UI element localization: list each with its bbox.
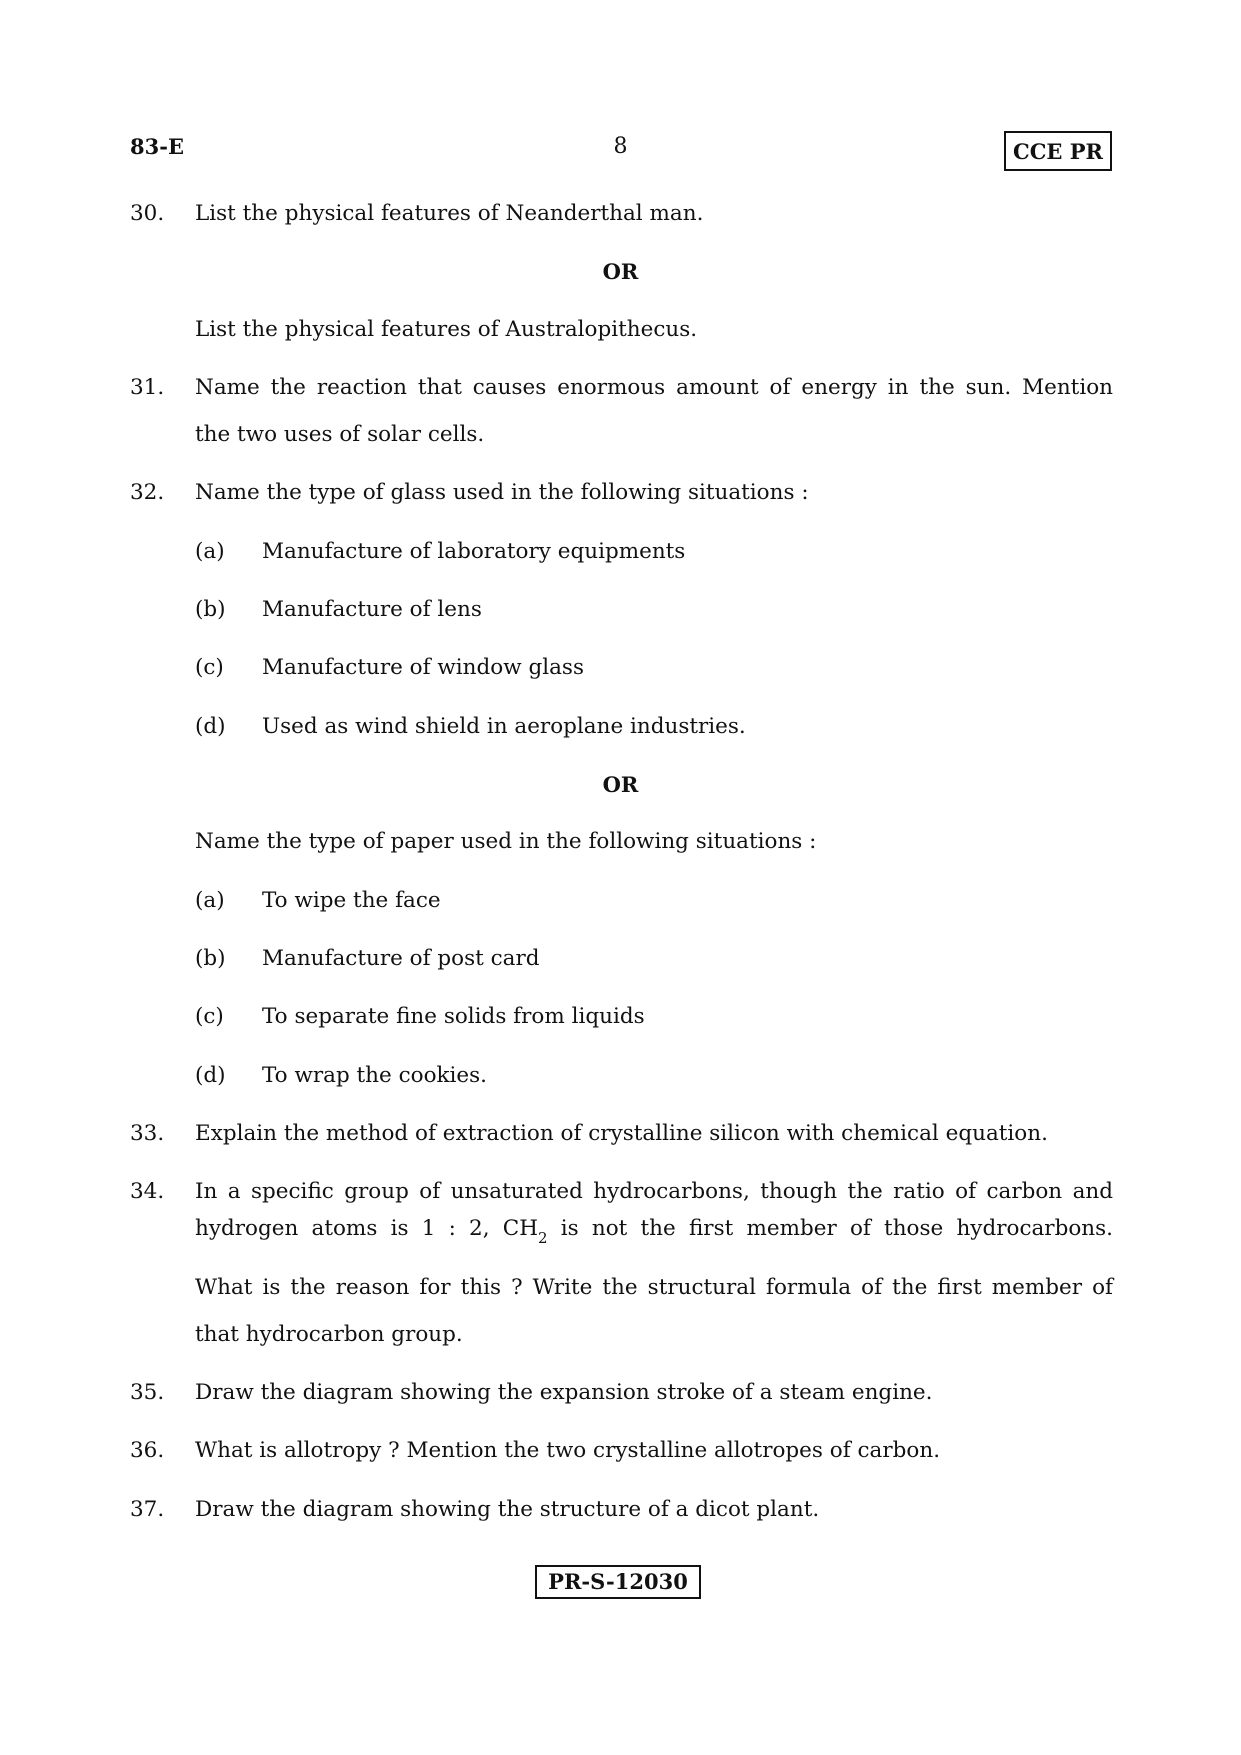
q32-alt-item-text: Manufacture of post card <box>262 946 540 971</box>
q32-item-text: Manufacture of window glass <box>262 655 584 680</box>
q32-or: OR <box>602 772 639 797</box>
q31-number: 31. <box>130 375 165 400</box>
q32-alt-item-label: (b) <box>195 946 226 971</box>
series-box: CCE PR <box>1004 131 1112 171</box>
q32-alt-item-label: (c) <box>195 1004 224 1029</box>
q34-line2 <box>195 1205 1113 1262</box>
q34-line1: In a specific group of unsaturated hydrocarbons, though the ratio of carbon and <box>195 1179 1113 1204</box>
q34-number: 34. <box>130 1179 165 1204</box>
q32-alt-item-text: To separate fine solids from liquids <box>262 1004 645 1029</box>
q32-item-text: Manufacture of lens <box>262 597 482 622</box>
q35-number: 35. <box>130 1380 165 1405</box>
q30-or: OR <box>602 259 639 284</box>
q34-line2-part1: hydrogen atoms is 1 : 2, CH <box>195 1216 538 1241</box>
footer-code-box: PR-S-12030 <box>535 1565 701 1599</box>
q34-line3: What is the reason for this ? Write the structural formula of the first member of <box>195 1275 1113 1300</box>
q32-item-text: Manufacture of laboratory equipments <box>262 539 686 564</box>
q33-text: Explain the method of extraction of crystalline silicon with chemical equation. <box>195 1121 1048 1146</box>
q30-text: List the physical features of Neanderthal man. <box>195 201 704 226</box>
q34-line4: that hydrocarbon group. <box>195 1322 463 1347</box>
q32-item-label: (c) <box>195 655 224 680</box>
q37-number: 37. <box>130 1497 165 1522</box>
q36-text: What is allotropy ? Mention the two crystalline allotropes of carbon. <box>195 1438 941 1463</box>
q32-alt-item-text: To wrap the cookies. <box>262 1063 488 1088</box>
q32-item-label: (b) <box>195 597 226 622</box>
q32-item-label: (a) <box>195 539 225 564</box>
q32-alt-text: Name the type of paper used in the following situations : <box>195 829 817 854</box>
q33-number: 33. <box>130 1121 165 1146</box>
q30-alt-text: List the physical features of Australopithecus. <box>195 317 698 342</box>
q32-item-label: (d) <box>195 714 226 739</box>
q31-line1: Name the reaction that causes enormous amount of energy in the sun. Mention <box>195 375 1113 400</box>
q32-text: Name the type of glass used in the following situations : <box>195 480 809 505</box>
q35-text: Draw the diagram showing the expansion stroke of a steam engine. <box>195 1380 933 1405</box>
q31-line2: the two uses of solar cells. <box>195 422 485 447</box>
q32-alt-item-label: (a) <box>195 888 225 913</box>
q30-number: 30. <box>130 201 165 226</box>
q32-item-text: Used as wind shield in aeroplane industries. <box>262 714 746 739</box>
q36-number: 36. <box>130 1438 165 1463</box>
paper-code: 83-E <box>130 134 184 159</box>
q32-alt-item-label: (d) <box>195 1063 226 1088</box>
q32-alt-item-text: To wipe the face <box>262 888 441 913</box>
page-number: 8 <box>613 134 628 159</box>
q32-number: 32. <box>130 480 165 505</box>
q37-text: Draw the diagram showing the structure of a dicot plant. <box>195 1497 820 1522</box>
q34-line2-part2: is not the first member of those hydrocarbons. <box>547 1216 1113 1241</box>
q34-subscript: 2 <box>537 1229 548 1247</box>
